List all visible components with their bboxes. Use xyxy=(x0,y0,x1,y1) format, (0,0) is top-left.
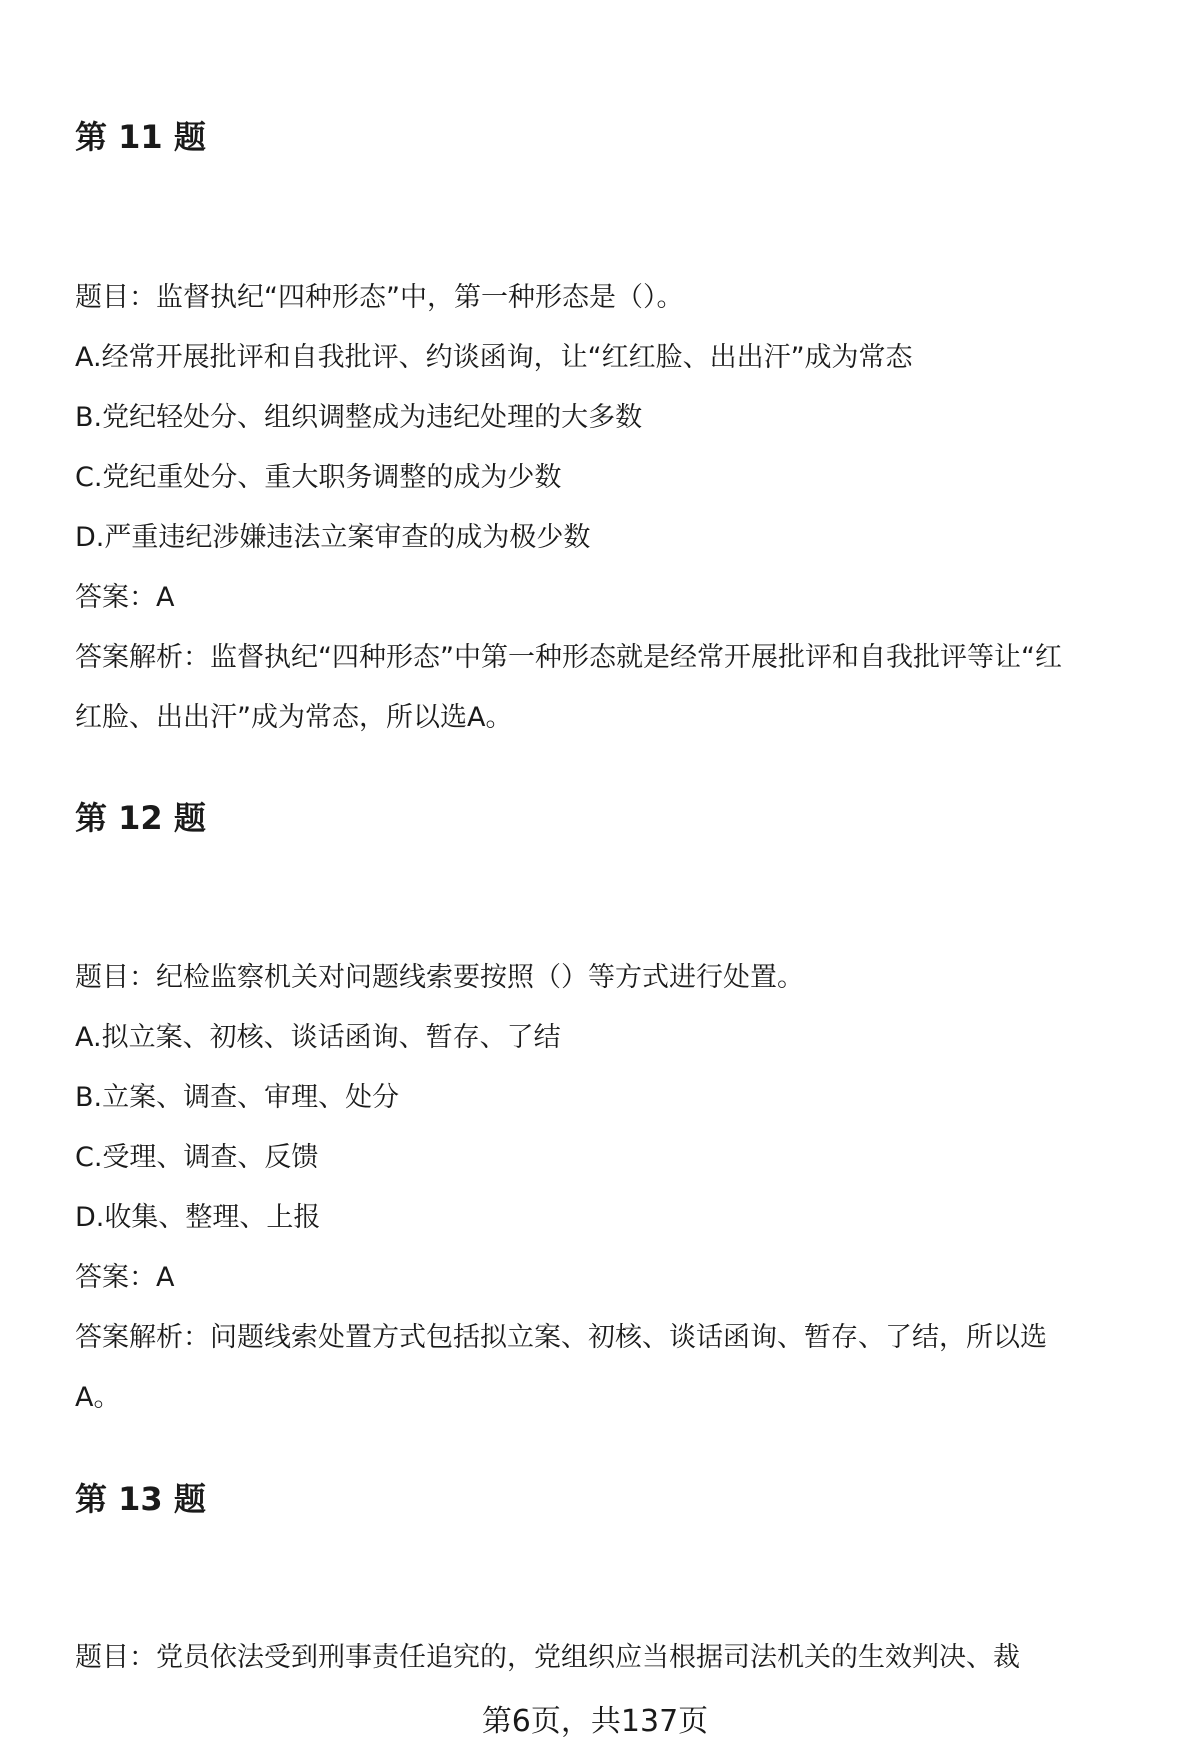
question-11-answer: 答案：A xyxy=(75,582,175,613)
question-12-option-d: D.收集、整理、上报 xyxy=(75,1202,321,1233)
question-12-option-c: C.受理、调查、反馈 xyxy=(75,1142,319,1173)
question-11-option-c: C.党纪重处分、重大职务调整的成为少数 xyxy=(75,462,562,493)
question-13-heading: 第 13 题 xyxy=(75,1480,206,1518)
question-12-explanation-line-2: A。 xyxy=(75,1382,121,1413)
question-11-option-b: B.党纪轻处分、组织调整成为违纪处理的大多数 xyxy=(75,402,643,433)
question-12-explanation-line-1: 答案解析：问题线索处置方式包括拟立案、初核、谈话函询、暂存、了结，所以选 xyxy=(75,1322,1047,1353)
question-13-stem: 题目：党员依法受到刑事责任追究的，党组织应当根据司法机关的生效判决、裁 xyxy=(75,1642,1020,1673)
question-12-stem: 题目：纪检监察机关对问题线索要按照（）等方式进行处置。 xyxy=(75,962,804,993)
question-12-answer: 答案：A xyxy=(75,1262,175,1293)
question-12-option-a: A.拟立案、初核、谈话函询、暂存、了结 xyxy=(75,1022,561,1053)
question-11-option-a: A.经常开展批评和自我批评、约谈函询，让“红红脸、出出汗”成为常态 xyxy=(75,342,913,373)
question-12-heading: 第 12 题 xyxy=(75,799,206,837)
page-number-footer: 第6页，共137页 xyxy=(481,1704,709,1739)
question-11-explanation-line-1: 答案解析：监督执纪“四种形态”中第一种形态就是经常开展批评和自我批评等让“红 xyxy=(75,642,1062,673)
question-11-heading: 第 11 题 xyxy=(75,118,206,156)
question-11-stem: 题目：监督执纪“四种形态”中，第一种形态是（）。 xyxy=(75,282,684,313)
question-12-option-b: B.立案、调查、审理、处分 xyxy=(75,1082,400,1113)
question-11-explanation-line-2: 红脸、出出汗”成为常态，所以选A。 xyxy=(75,702,513,733)
question-11-option-d: D.严重违纪涉嫌违法立案审查的成为极少数 xyxy=(75,522,591,553)
